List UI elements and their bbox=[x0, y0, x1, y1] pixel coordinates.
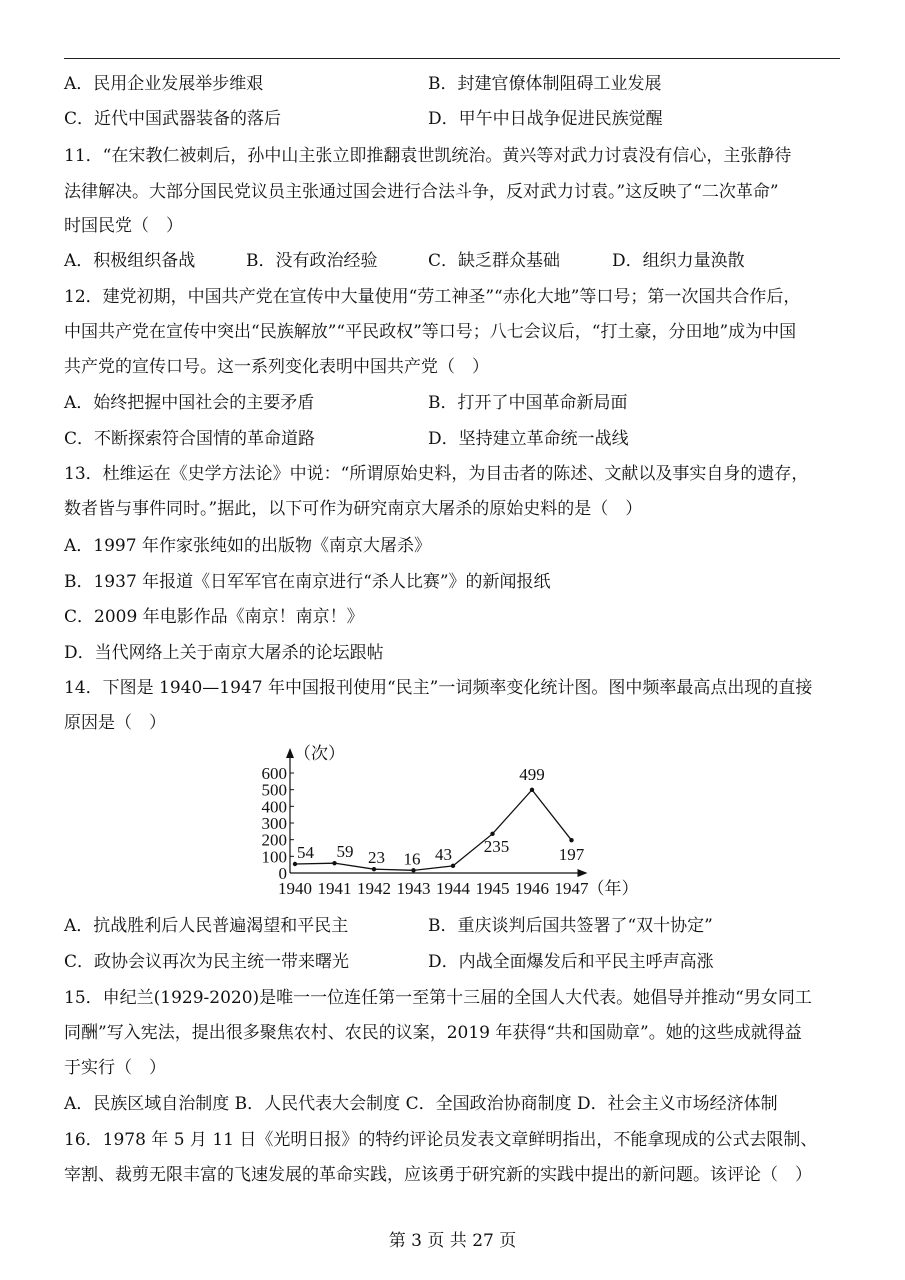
data-label: 16 bbox=[403, 849, 421, 869]
page-footer: 第 3 页 共 27 页 bbox=[388, 1231, 517, 1251]
q15-stem-line1: 15．申纪兰(1929-2020)是唯一一位连任第一至第十三届的全国人大代表。她倡导并推动“男女同工 bbox=[64, 988, 812, 1008]
q14-option-c: C．政协会议再次为民主统一带来曙光 bbox=[64, 952, 350, 972]
q13-option-b: B．1937 年报道《日军军官在南京进行“杀人比赛”》的新闻报纸 bbox=[64, 572, 551, 592]
q11-option-d: D．组织力量涣散 bbox=[612, 251, 745, 271]
q13-stem-line2: 数者皆与事件同时。”据此，以下可作为研究南京大屠杀的原始史料的是（ ） bbox=[64, 499, 643, 519]
q12-option-a: A．始终把握中国社会的主要矛盾 bbox=[64, 393, 315, 413]
y-tick-label: 600 bbox=[261, 764, 287, 783]
q10-option-c: C．近代中国武器装备的落后 bbox=[64, 109, 282, 129]
data-label: 43 bbox=[435, 844, 452, 864]
q13-option-c: C．2009 年电影作品《南京！南京！》 bbox=[64, 607, 364, 627]
x-tick-label: 1945 bbox=[475, 879, 510, 898]
y-tick-label: 300 bbox=[261, 814, 287, 833]
x-axis-arrow bbox=[578, 869, 588, 877]
data-point bbox=[490, 832, 494, 836]
q15-options: A．民族区域自治制度 B．人民代表大会制度 C．全国政治协商制度 D．社会主义市场经济体制 bbox=[64, 1094, 778, 1114]
data-label: 499 bbox=[519, 764, 545, 784]
q11-option-b: B．没有政治经验 bbox=[246, 251, 378, 271]
x-tick-label: 1941 bbox=[317, 879, 352, 898]
q14-options-row2 bbox=[64, 952, 844, 974]
y-axis-arrow bbox=[286, 748, 294, 758]
q10-option-b: B．封建官僚体制阻碍工业发展 bbox=[428, 74, 662, 94]
q13-stem-line1: 13．杜维运在《史学方法论》中说：“所谓原始史料，为目击者的陈述、文献以及事实自身的遗存， bbox=[64, 464, 809, 484]
q11-stem-line3: 时国民党（ ） bbox=[64, 216, 183, 236]
q13-option-a: A．1997 年作家张纯如的出版物《南京大屠杀》 bbox=[64, 536, 431, 556]
y-tick-label: 500 bbox=[261, 780, 287, 800]
data-point bbox=[451, 864, 455, 868]
y-tick-label: 400 bbox=[261, 797, 287, 817]
x-tick-label: 1943 bbox=[396, 879, 431, 898]
q13-option-d: D．当代网络上关于南京大屠杀的论坛跟帖 bbox=[64, 643, 384, 663]
q15-stem-line2: 同酬”写入宪法，提出很多聚焦农村、农民的议案，2019 年获得“共和国勋章”。她的这些成就得益 bbox=[64, 1023, 802, 1043]
q10-option-d: D．甲午中日战争促进民族觉醒 bbox=[428, 109, 663, 129]
q14-stem-line2: 原因是（ ） bbox=[64, 713, 166, 733]
q11-option-c: C．缺乏群众基础 bbox=[428, 251, 561, 271]
frequency-line-chart bbox=[248, 742, 648, 902]
data-label: 235 bbox=[483, 836, 510, 856]
y-axis-label: （次） bbox=[294, 744, 345, 763]
q14-stem-line1: 14．下图是 1940—1947 年中国报刊使用“民主”一词频率变化统计图。图中频率最高点出现的直接 bbox=[64, 678, 813, 698]
x-axis-label: （年） bbox=[587, 879, 639, 898]
y-tick-label: 0 bbox=[278, 864, 287, 883]
data-label: 23 bbox=[368, 848, 385, 868]
q12-stem-line1: 12．建党初期，中国共产党在宣传中大量使用“劳工神圣”“赤化大地”等口号；第一次国共合作后， bbox=[64, 287, 801, 307]
x-tick-label: 1942 bbox=[357, 879, 391, 898]
q12-options-row1 bbox=[64, 393, 844, 415]
q11-stem-line1: 11．“在宋教仁被刺后，孙中山主张立即推翻袁世凯统治。黄兴等对武力讨袁没有信心，主张静待 bbox=[64, 146, 792, 166]
x-tick-label: 1946 bbox=[515, 879, 549, 898]
q15-stem-line3: 于实行（ ） bbox=[64, 1058, 166, 1078]
q14-option-d: D．内战全面爆发后和平民主呼声高涨 bbox=[428, 952, 714, 972]
header-rule bbox=[64, 58, 840, 59]
q10-options-row2 bbox=[64, 109, 844, 131]
data-point bbox=[530, 788, 534, 792]
x-tick-label: 1940 bbox=[278, 879, 312, 898]
y-tick-label: 200 bbox=[261, 830, 287, 850]
q11-options bbox=[64, 251, 844, 273]
q12-option-b: B．打开了中国革命新局面 bbox=[428, 393, 628, 413]
q12-stem-line3: 共产党的宣传口号。这一系列变化表明中国共产党（ ） bbox=[64, 357, 489, 377]
q11-stem-line2: 法律解决。大部分国民党议员主张通过国会进行合法斗争，反对武力讨袁。”这反映了“二次革命” bbox=[64, 182, 779, 202]
x-tick-label: 1944 bbox=[436, 879, 470, 898]
q16-stem-line2: 宰割、裁剪无限丰富的飞速发展的革命实践，应该勇于研究新的实践中提出的新问题。该评论（ ） bbox=[64, 1165, 812, 1185]
q12-stem-line2: 中国共产党在宣传中突出“民族解放”“平民政权”等口号；八七会议后，“打土豪，分田地”成为中国 bbox=[64, 322, 797, 342]
q11-option-a: A．积极组织备战 bbox=[64, 251, 196, 271]
data-label: 197 bbox=[558, 845, 585, 865]
q12-option-d: D．坚持建立革命统一战线 bbox=[428, 429, 629, 449]
q14-option-a: A．抗战胜利后人民普遍渴望和平民主 bbox=[64, 916, 349, 936]
q12-options-row2 bbox=[64, 429, 844, 451]
q12-option-c: C．不断探索符合国情的革命道路 bbox=[64, 429, 316, 449]
data-point bbox=[332, 861, 336, 865]
q14-option-b: B．重庆谈判后国共签署了“双十协定” bbox=[428, 916, 713, 936]
data-point bbox=[569, 838, 573, 842]
q14-options-row1 bbox=[64, 916, 844, 938]
x-tick-label: 1947 bbox=[554, 879, 589, 898]
data-point bbox=[372, 867, 376, 871]
data-label: 54 bbox=[297, 843, 314, 862]
y-tick-label: 100 bbox=[261, 847, 287, 867]
data-label: 59 bbox=[336, 842, 354, 862]
data-point bbox=[293, 862, 297, 866]
data-point bbox=[411, 868, 415, 872]
q10-options-row1 bbox=[64, 74, 844, 96]
q16-stem-line1: 16．1978 年 5 月 11 日《光明日报》的特约评论员发表文章鲜明指出，不能拿现成的公式去限制、 bbox=[64, 1130, 818, 1150]
q10-option-a: A．民用企业发展举步维艰 bbox=[64, 74, 264, 94]
